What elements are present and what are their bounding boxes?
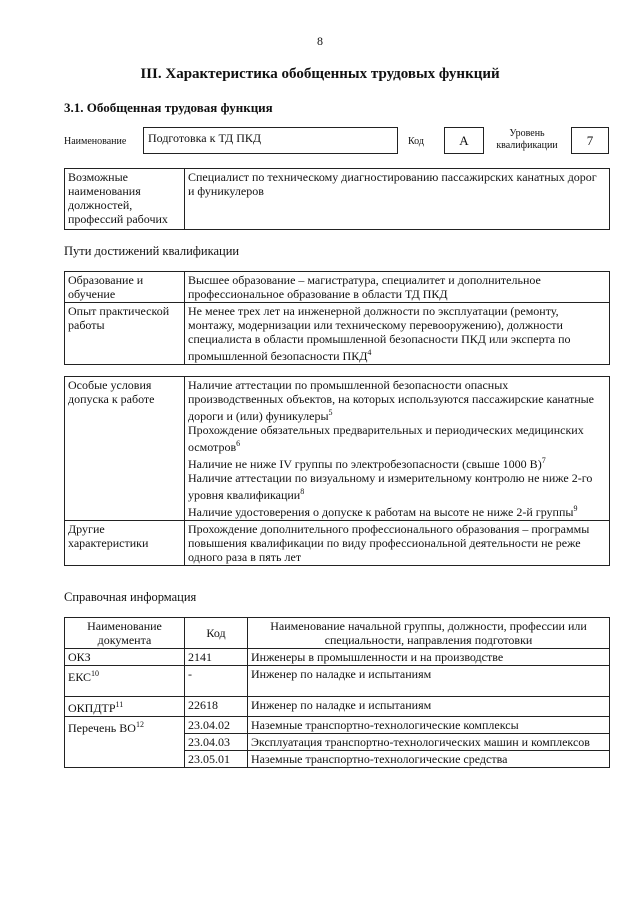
level-label-line2: квалификации (496, 140, 558, 151)
name-value: Подготовка к ТД ПКД (143, 127, 398, 154)
row-document-text: ОКПДТР (68, 701, 116, 715)
other-label-line: Другие (68, 522, 105, 536)
paths-table (64, 271, 610, 365)
education-label-line: обучение (68, 287, 116, 301)
conditions-label-line: допуска к работе (68, 392, 155, 406)
row-document-text: Перечень ВО (68, 721, 136, 735)
positions-label (65, 169, 185, 230)
paths-title: Пути достижений квалификации (64, 244, 240, 258)
header-document-line: Наименование (87, 619, 162, 633)
row-name: Инженер по наладке и испытаниям (248, 666, 610, 697)
footnote-ref: 11 (115, 700, 124, 709)
other-value: Прохождение дополнительного профессионального образования – программы повышения квалификации по виду профессиональной деятельности не реже одного раза в пять лет (185, 521, 610, 566)
paths-row-education (65, 272, 610, 303)
table-row (65, 666, 610, 697)
condition-item (188, 423, 606, 454)
footnote-ref: 6 (236, 439, 241, 448)
table-row (65, 717, 610, 734)
row-code: 22618 (185, 697, 248, 717)
row-document (65, 666, 185, 697)
experience-value (185, 303, 610, 365)
row-document-text: ОКЗ (68, 650, 91, 664)
row-code: 2141 (185, 649, 248, 666)
footnote-ref: 5 (328, 408, 333, 417)
experience-label-line: работы (68, 318, 105, 332)
code-label: Код (408, 136, 424, 147)
positions-label-line: наименования (68, 184, 141, 198)
education-label (65, 272, 185, 303)
row-name: Эксплуатация транспортно-технологических машин и комплексов (248, 734, 610, 751)
footnote-ref: 7 (541, 456, 546, 465)
conditions-table (64, 376, 610, 566)
row-document (65, 649, 185, 666)
table-row (65, 649, 610, 666)
subsection-title: 3.1. Обобщенная трудовая функция (64, 100, 273, 115)
row-code: 23.04.03 (185, 734, 248, 751)
page-number: 8 (317, 34, 323, 48)
conditions-value (185, 377, 610, 521)
positions-table (64, 168, 610, 230)
condition-text: Прохождение обязательных предварительных и периодических медицинских осмотров (188, 423, 584, 454)
condition-item (188, 502, 606, 519)
education-label-line: Образование и (68, 273, 144, 287)
level-value: 7 (571, 127, 609, 154)
footnote-ref: 10 (91, 669, 100, 678)
row-document-text: ЕКС (68, 670, 92, 684)
other-label (65, 521, 185, 566)
footnote-ref: 9 (573, 504, 578, 513)
row-code: 23.05.01 (185, 751, 248, 768)
header-document (65, 618, 185, 649)
reference-table (64, 617, 610, 768)
condition-item (188, 454, 606, 471)
conditions-row (65, 377, 610, 521)
footnote-ref: 8 (300, 487, 305, 496)
level-label-line1: Уровень (509, 128, 545, 139)
table-row (65, 697, 610, 717)
reference-header-row (65, 618, 610, 649)
positions-label-line: профессий рабочих (68, 212, 168, 226)
header-code: Код (185, 618, 248, 649)
header-document-line: документа (97, 633, 152, 647)
header-name: Наименование начальной группы, должности, профессии или специальности, направления подготовки (248, 618, 610, 649)
row-name: Наземные транспортно-технологические средства (248, 751, 610, 768)
footnote-ref: 12 (135, 720, 144, 729)
row-name: Инженеры в промышленности и на производстве (248, 649, 610, 666)
experience-text: Не менее трех лет на инженерной должности по эксплуатации (ремонту, монтажу, модернизации или техническому перевооружению), должности специалиста в области промышленной безопасности ПКД или эксперта по промышленной безопасности ПКД (188, 304, 571, 363)
condition-text: Наличие удостоверения о допуске к работам на высоте не ниже 2-й группы (188, 505, 574, 519)
level-label (486, 128, 568, 152)
row-code: - (185, 666, 248, 697)
name-label: Наименование (64, 136, 127, 147)
other-label-line: характеристики (68, 536, 149, 550)
condition-item (188, 378, 606, 423)
education-value: Высшее образование – магистратура, специалитет и дополнительное профессиональное образование в области ТД ПКД (185, 272, 610, 303)
row-code: 23.04.02 (185, 717, 248, 734)
section-title: III. Характеристика обобщенных трудовых функций (140, 66, 500, 82)
positions-row (65, 169, 610, 230)
conditions-label (65, 377, 185, 521)
experience-label (65, 303, 185, 365)
row-name: Наземные транспортно-технологические комплексы (248, 717, 610, 734)
footnote-ref: 4 (367, 348, 372, 357)
row-document (65, 717, 185, 768)
condition-text: Наличие аттестации по визуальному и измерительному контролю не ниже 2-го уровня квалификации (188, 471, 593, 502)
positions-value: Специалист по техническому диагностированию пассажирских канатных дорог и фуникулеров (185, 169, 610, 230)
condition-item (188, 471, 606, 502)
row-document (65, 697, 185, 717)
reference-title: Справочная информация (64, 590, 197, 604)
condition-text: Наличие не ниже IV группы по электробезопасности (свыше 1000 В) (188, 457, 542, 471)
positions-label-line: должностей, (68, 198, 133, 212)
code-value: A (444, 127, 484, 154)
other-row (65, 521, 610, 566)
condition-text: Наличие аттестации по промышленной безопасности опасных производственных объектов, на которых используются пассажирские канатные дороги и (или) фуникулеры (188, 378, 595, 423)
conditions-label-line: Особые условия (68, 378, 152, 392)
positions-label-line: Возможные (68, 170, 128, 184)
row-name: Инженер по наладке и испытаниям (248, 697, 610, 717)
experience-label-line: Опыт практической (68, 304, 170, 318)
paths-row-experience (65, 303, 610, 365)
